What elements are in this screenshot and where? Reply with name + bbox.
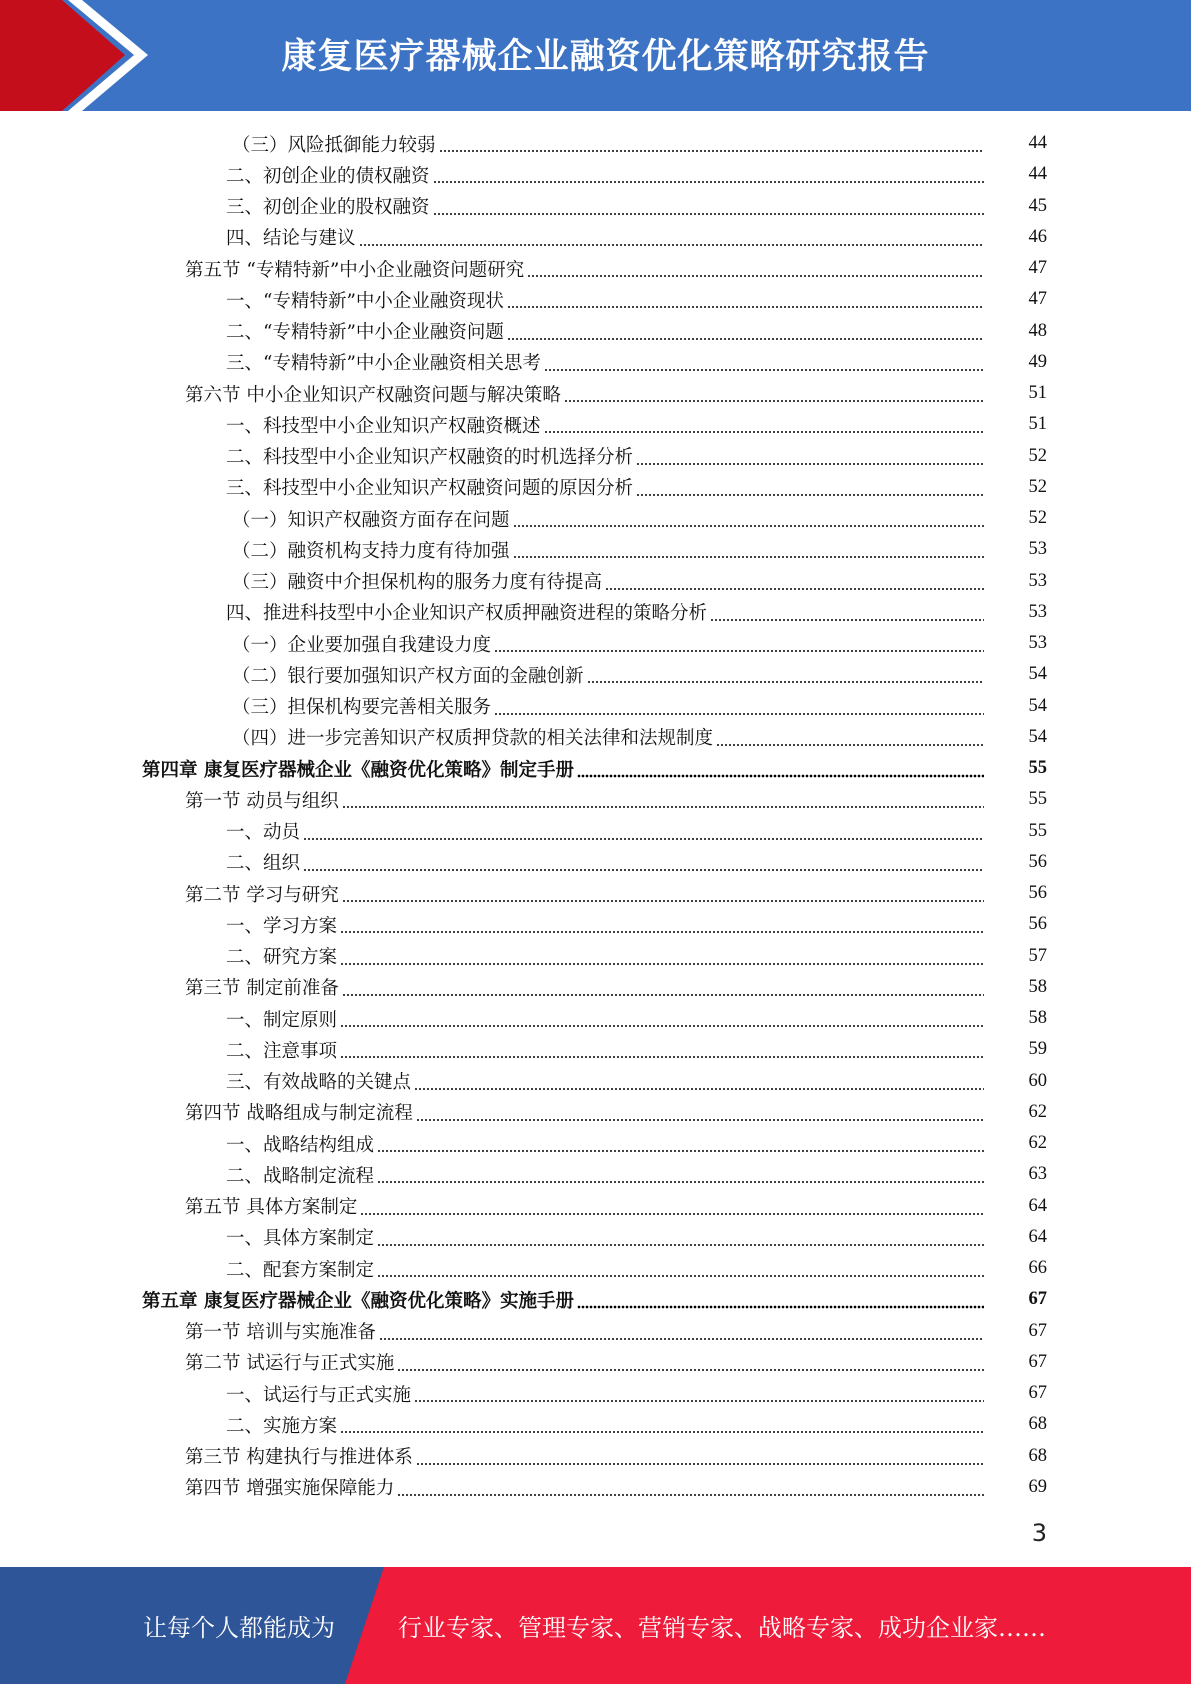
toc-entry-page: 58 (1028, 976, 1047, 997)
toc-leader-dots (564, 378, 984, 409)
toc-entry-page: 54 (1028, 664, 1047, 685)
toc-entry[interactable] (0, 1441, 1191, 1472)
toc-entry[interactable] (0, 222, 1191, 253)
toc-entry-page: 44 (1028, 133, 1047, 154)
toc-entry[interactable] (0, 691, 1191, 722)
toc-leader-dots (340, 941, 984, 972)
toc-entry[interactable] (0, 1378, 1191, 1409)
toc-leader-dots (359, 222, 984, 253)
toc-entry-title: 第四章 康复医疗器械企业《融资优化策略》制定手册 (142, 759, 574, 781)
toc-leader-dots (577, 1284, 984, 1315)
toc-entry-page: 48 (1028, 320, 1047, 341)
toc-entry-page: 62 (1028, 1101, 1047, 1122)
toc-entry[interactable] (0, 1128, 1191, 1159)
toc-entry[interactable] (0, 1191, 1191, 1222)
toc-entry[interactable] (0, 503, 1191, 534)
page-header (0, 0, 1191, 111)
toc-entry-title: （二）融资机构支持力度有待加强 (232, 540, 510, 562)
toc-entry[interactable] (0, 784, 1191, 815)
toc-entry[interactable] (0, 659, 1191, 690)
toc-entry-page: 58 (1028, 1008, 1047, 1029)
toc-entry[interactable] (0, 566, 1191, 597)
toc-leader-dots (397, 1347, 984, 1378)
toc-entry-title: 第五节 具体方案制定 (185, 1197, 358, 1219)
toc-entry-title: （四）进一步完善知识产权质押贷款的相关法律和法规制度 (232, 728, 714, 750)
toc-entry-page: 51 (1028, 383, 1047, 404)
toc-entry-page: 52 (1028, 508, 1047, 529)
toc-entry-title: 第一节 培训与实施准备 (185, 1322, 376, 1344)
toc-entry[interactable] (0, 1066, 1191, 1097)
toc-entry[interactable] (0, 941, 1191, 972)
toc-entry[interactable] (0, 1159, 1191, 1190)
toc-entry[interactable] (0, 159, 1191, 190)
toc-entry[interactable] (0, 472, 1191, 503)
toc-entry[interactable] (0, 1003, 1191, 1034)
toc-entry-title: 一、学习方案 (226, 915, 338, 937)
toc-leader-dots (544, 409, 984, 440)
toc-entry[interactable] (0, 1034, 1191, 1065)
toc-entry-title: （一）企业要加强自我建设力度 (232, 634, 492, 656)
toc-leader-dots (397, 1472, 984, 1503)
toc-entry-title: （三）融资中介担保机构的服务力度有待提高 (232, 572, 603, 594)
toc-entry-page: 68 (1028, 1414, 1047, 1435)
toc-entry-title: 一、试运行与正式实施 (226, 1384, 412, 1406)
toc-entry-title: （三）风险抵御能力较弱 (232, 134, 436, 156)
toc-leader-dots (342, 878, 984, 909)
toc-leader-dots (377, 1222, 984, 1253)
toc-entry-title: 一、“专精特新”中小企业融资现状 (226, 290, 504, 312)
toc-entry-title: 二、初创企业的债权融资 (226, 165, 430, 187)
toc-entry-page: 53 (1028, 601, 1047, 622)
toc-entry[interactable] (0, 1222, 1191, 1253)
toc-entry-page: 68 (1028, 1445, 1047, 1466)
toc-leader-dots (433, 191, 984, 222)
toc-leader-dots (513, 503, 984, 534)
toc-entry-page: 53 (1028, 633, 1047, 654)
toc-leader-dots (439, 128, 984, 159)
toc-entry[interactable] (0, 1409, 1191, 1440)
toc-entry[interactable] (0, 753, 1191, 784)
toc-entry-page: 69 (1028, 1476, 1047, 1497)
toc-entry[interactable] (0, 878, 1191, 909)
toc-entry-title: 一、制定原则 (226, 1009, 338, 1031)
toc-entry[interactable] (0, 1097, 1191, 1128)
toc-entry-page: 53 (1028, 570, 1047, 591)
toc-entry-title: 第二节 试运行与正式实施 (185, 1353, 395, 1375)
toc-entry-page: 56 (1028, 883, 1047, 904)
toc-entry-title: 四、推进科技型中小企业知识产权质押融资进程的策略分析 (226, 603, 708, 625)
page-number: 3 (1031, 1519, 1047, 1547)
toc-entry-page: 59 (1028, 1039, 1047, 1060)
toc-entry-title: 三、“专精特新”中小企业融资相关思考 (226, 353, 541, 375)
toc-leader-dots (377, 1128, 984, 1159)
toc-entry[interactable] (0, 284, 1191, 315)
toc-entry[interactable] (0, 316, 1191, 347)
toc-entry-title: 第四节 增强实施保障能力 (185, 1478, 395, 1500)
toc-leader-dots (340, 1003, 984, 1034)
toc-entry-page: 46 (1028, 226, 1047, 247)
report-title: 康复医疗器械企业融资优化策略研究报告 (281, 37, 930, 77)
toc-entry-title: 四、结论与建议 (226, 228, 356, 250)
toc-entry[interactable] (0, 128, 1191, 159)
toc-leader-dots (636, 441, 984, 472)
toc-entry[interactable] (0, 972, 1191, 1003)
toc-entry[interactable] (0, 534, 1191, 565)
toc-entry-title: 二、研究方案 (226, 947, 338, 969)
toc-entry-title: 二、战略制定流程 (226, 1165, 375, 1187)
toc-entry-title: 一、动员 (226, 822, 301, 844)
toc-entry-title: （三）担保机构要完善相关服务 (232, 697, 492, 719)
toc-entry-page: 53 (1028, 539, 1047, 560)
toc-entry-title: 二、“专精特新”中小企业融资问题 (226, 322, 504, 344)
toc-entry[interactable] (0, 191, 1191, 222)
toc-entry[interactable] (0, 722, 1191, 753)
toc-entry[interactable] (0, 909, 1191, 940)
toc-entry-page: 51 (1028, 414, 1047, 435)
toc-entry-page: 56 (1028, 914, 1047, 935)
toc-entry[interactable] (0, 1253, 1191, 1284)
toc-entry-page: 63 (1028, 1164, 1047, 1185)
toc-leader-dots (636, 472, 984, 503)
toc-entry-page: 57 (1028, 945, 1047, 966)
toc-leader-dots (303, 847, 984, 878)
footer-slogan-left: 让每个人都能成为 (143, 1614, 335, 1642)
toc-leader-dots (605, 566, 984, 597)
toc-entry-page: 62 (1028, 1133, 1047, 1154)
toc-entry-page: 66 (1028, 1258, 1047, 1279)
toc-entry-title: 三、科技型中小企业知识产权融资问题的原因分析 (226, 478, 634, 500)
toc-leader-dots (340, 1409, 984, 1440)
toc-entry-title: 二、实施方案 (226, 1415, 338, 1437)
toc-entry-title: 一、具体方案制定 (226, 1228, 375, 1250)
toc-leader-dots (360, 1191, 984, 1222)
toc-entry-title: （二）银行要加强知识产权方面的金融创新 (232, 665, 584, 687)
toc-entry-page: 67 (1028, 1289, 1047, 1310)
toc-entry[interactable] (0, 378, 1191, 409)
toc-entry[interactable] (0, 347, 1191, 378)
toc-leader-dots (377, 1159, 984, 1190)
toc-leader-dots (710, 597, 984, 628)
toc-entry-page: 67 (1028, 1320, 1047, 1341)
toc-entry-title: 一、科技型中小企业知识产权融资概述 (226, 415, 541, 437)
toc-entry-page: 60 (1028, 1070, 1047, 1091)
toc-entry-page: 47 (1028, 289, 1047, 310)
toc-entry-title: 二、注意事项 (226, 1040, 338, 1062)
toc-entry[interactable] (0, 847, 1191, 878)
toc-entry[interactable] (0, 1472, 1191, 1503)
toc-entry-title: 二、配套方案制定 (226, 1259, 375, 1281)
toc-entry-page: 64 (1028, 1195, 1047, 1216)
toc-entry-title: 第二节 学习与研究 (185, 884, 339, 906)
toc-entry-title: 三、有效战略的关键点 (226, 1072, 412, 1094)
toc-entry-page: 45 (1028, 195, 1047, 216)
toc-leader-dots (342, 972, 984, 1003)
toc-entry-page: 44 (1028, 164, 1047, 185)
toc-entry[interactable] (0, 597, 1191, 628)
toc-leader-dots (716, 722, 984, 753)
toc-leader-dots (414, 1378, 984, 1409)
toc-leader-dots (340, 909, 984, 940)
toc-entry-page: 52 (1028, 476, 1047, 497)
toc-leader-dots (340, 1034, 984, 1065)
toc-entry[interactable] (0, 628, 1191, 659)
toc-leader-dots (507, 284, 984, 315)
toc-leader-dots (544, 347, 984, 378)
toc-entry-page: 67 (1028, 1351, 1047, 1372)
toc-entry-page: 55 (1028, 820, 1047, 841)
toc-leader-dots (527, 253, 984, 284)
toc-entry[interactable] (0, 1347, 1191, 1378)
toc-leader-dots (414, 1066, 984, 1097)
toc-entry-title: 一、战略结构组成 (226, 1134, 375, 1156)
toc-entry-title: 第五章 康复医疗器械企业《融资优化策略》实施手册 (142, 1290, 574, 1312)
toc-entry[interactable] (0, 253, 1191, 284)
toc-leader-dots (494, 691, 984, 722)
toc-entry-page: 67 (1028, 1383, 1047, 1404)
table-of-contents (0, 128, 1191, 1503)
toc-leader-dots (416, 1097, 984, 1128)
toc-entry-title: 二、科技型中小企业知识产权融资的时机选择分析 (226, 447, 634, 469)
toc-entry-page: 64 (1028, 1226, 1047, 1247)
toc-leader-dots (342, 784, 984, 815)
toc-leader-dots (416, 1441, 984, 1472)
toc-entry[interactable] (0, 816, 1191, 847)
toc-leader-dots (587, 659, 984, 690)
toc-leader-dots (513, 534, 984, 565)
toc-entry[interactable] (0, 1316, 1191, 1347)
toc-entry-title: 第一节 动员与组织 (185, 790, 339, 812)
toc-entry-page: 55 (1028, 758, 1047, 779)
toc-entry-page: 54 (1028, 726, 1047, 747)
toc-entry-title: 第三节 制定前准备 (185, 978, 339, 1000)
toc-leader-dots (433, 159, 984, 190)
toc-leader-dots (507, 316, 984, 347)
footer-slogan-right: 行业专家、管理专家、营销专家、战略专家、成功企业家…… (398, 1614, 1046, 1642)
toc-entry-page: 52 (1028, 445, 1047, 466)
toc-entry-page: 56 (1028, 851, 1047, 872)
toc-entry[interactable] (0, 441, 1191, 472)
toc-entry-title: 第六节 中小企业知识产权融资问题与解决策略 (185, 384, 561, 406)
toc-entry-title: 第四节 战略组成与制定流程 (185, 1103, 413, 1125)
toc-leader-dots (494, 628, 984, 659)
toc-leader-dots (379, 1316, 984, 1347)
toc-entry-title: 二、组织 (226, 853, 301, 875)
toc-entry[interactable] (0, 1284, 1191, 1315)
toc-entry-page: 49 (1028, 351, 1047, 372)
toc-entry-page: 47 (1028, 258, 1047, 279)
toc-leader-dots (303, 816, 984, 847)
toc-entry-title: 三、初创企业的股权融资 (226, 197, 430, 219)
toc-entry-page: 55 (1028, 789, 1047, 810)
page-footer (0, 1567, 1191, 1684)
toc-entry-title: 第五节 “专精特新”中小企业融资问题研究 (185, 259, 525, 281)
toc-entry-page: 54 (1028, 695, 1047, 716)
toc-entry[interactable] (0, 409, 1191, 440)
toc-entry-title: （一）知识产权融资方面存在问题 (232, 509, 510, 531)
toc-entry-title: 第三节 构建执行与推进体系 (185, 1447, 413, 1469)
toc-leader-dots (377, 1253, 984, 1284)
toc-leader-dots (577, 753, 984, 784)
